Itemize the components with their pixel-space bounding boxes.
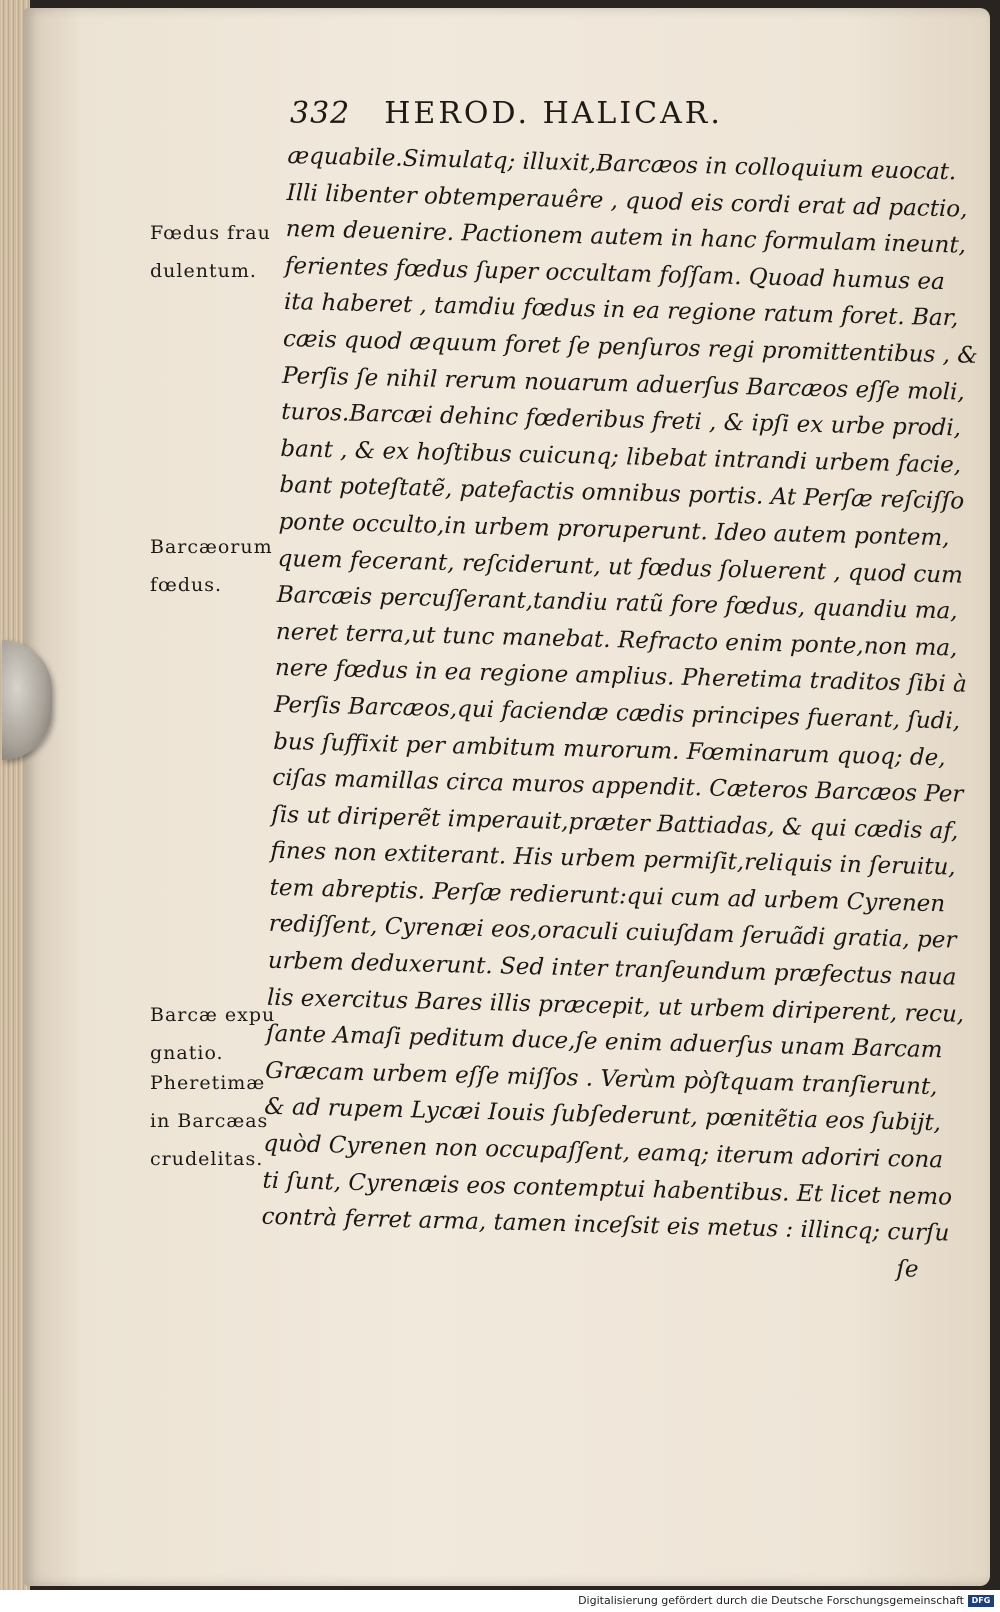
text-line: bus ſuffixit per ambitum murorum. Fœminarum quoq; de, bbox=[272, 728, 946, 771]
margin-note-foedus-fraudulentum bbox=[150, 214, 290, 290]
margin-note-barcae-expugnatio bbox=[150, 996, 290, 1072]
margin-note-line: dulentum. bbox=[150, 260, 257, 282]
text-line: tem abreptis. Perſæ redierunt:qui cum ad urbem Cyrenen bbox=[269, 874, 946, 918]
text-line: Græcam urbem eſſe miſſos . Verùm pòſtquam tranſierunt, bbox=[264, 1057, 938, 1100]
text-line: Perſis ſe nihil rerum nouarum aduerſus Barcæos eſſe moli, bbox=[281, 362, 966, 406]
funding-credit: Digitalisierung gefördert durch die Deutsche Forschungsgemeinschaft bbox=[578, 1594, 964, 1607]
text-line: Perſis Barcæos,qui faciendæ cædis principes fuerant, ſudi, bbox=[273, 691, 961, 735]
text-line: ſante Amaſi peditum duce,ſe enim aduerſus unam Barcam bbox=[265, 1020, 943, 1064]
margin-note-line: in Barcæas bbox=[150, 1110, 269, 1132]
text-line: ponte occulto,in urbem proruperunt. Ideo autem pontem, bbox=[278, 508, 950, 552]
text-line: quem fecerant, reſciderunt, ut fœdus ſoluerent , quod cum bbox=[277, 545, 964, 589]
margin-note-line: gnatio. bbox=[150, 1042, 224, 1064]
body-text bbox=[260, 138, 979, 1288]
margin-note-line: Fœdus frau bbox=[150, 222, 271, 244]
text-line: & ad rupem Lycæi Iouis ſubſederunt, pœnitẽtia eos ſubijt, bbox=[263, 1094, 942, 1137]
text-line: ſis ut diriperẽt imperauit,præter Battiadas, & qui cædis af, bbox=[271, 801, 959, 845]
text-line: rediſſent, Cyrenæi eos,oraculi cuiuſdam ſeruãdi gratia, per bbox=[268, 911, 957, 955]
text-line: Illi libenter obtemperauêre , quod eis cordi erat ad pactio, bbox=[286, 179, 968, 223]
margin-note-barcaeorum-foedus bbox=[150, 528, 290, 604]
text-line: neret terra,ut tunc manebat. Refracto enim ponte,non ma, bbox=[275, 618, 958, 662]
catchword: ſe bbox=[896, 1256, 919, 1283]
text-line: ferientes fœdus ſuper occultam foſſam. Quoad humus ea bbox=[284, 252, 946, 295]
text-line: turos.Barcæi dehinc fœderibus freti , & ipſi ex urbe prodi, bbox=[280, 399, 962, 442]
margin-note-line: fœdus. bbox=[150, 574, 223, 596]
text-line: quòd Cyrenen non occupaſſent, eamq; iterum adoriri cona bbox=[263, 1130, 944, 1174]
margin-note-line: crudelitas. bbox=[150, 1148, 264, 1170]
text-line: urbem deduxerunt. Sed inter tranſeundum præfectus naua bbox=[267, 947, 957, 991]
text-line: nem deuenire. Pactionem autem in hanc formulam ineunt, bbox=[285, 216, 967, 259]
text-line: Barcæis percuſſerant,tandiu ratũ fore fœdus, quandiu ma, bbox=[276, 581, 958, 625]
text-line: æquabile.Simulatq; illuxit,Barcæos in colloquium euocat. bbox=[287, 142, 957, 186]
text-line: bant , & ex hoſtibus cuicunq; libebat intrandi urbem facie, bbox=[280, 435, 962, 479]
text-line: ti ſunt, Cyrenæis eos contemptui habentibus. Et licet nemo bbox=[262, 1167, 953, 1211]
text-line: ita haberet , tamdiu fœdus in ea regione ratum foret. Bar, bbox=[283, 289, 959, 332]
running-title: HEROD. HALICAR. bbox=[384, 96, 723, 131]
margin-note-line: Barcæorum bbox=[150, 536, 273, 558]
text-line: bant poteſtatẽ, patefactis omnibus portis. At Perſæ reſciſſo bbox=[279, 472, 965, 515]
text-line: fines non extiterant. His urbem permiſit,reliquis in ſeruitu, bbox=[270, 838, 956, 881]
text-line: nere fœdus in ea regione amplius. Pheretima traditos ſibi à bbox=[274, 655, 968, 699]
margin-note-line: Pheretimæ bbox=[150, 1072, 266, 1094]
margin-note-line: Barcæ expu bbox=[150, 1004, 276, 1026]
margin-note-pheretimae-crudelitas bbox=[150, 1064, 290, 1178]
page-number: 332 bbox=[290, 96, 351, 131]
running-head bbox=[290, 96, 850, 136]
text-line: contrà ferret arma, tamen inceſsit eis metus : illincq; curſu bbox=[261, 1203, 950, 1247]
text-line: ciſas mamillas circa muros appendit. Cæteros Barcæos Per bbox=[272, 764, 964, 808]
dfg-logo: DFG bbox=[968, 1595, 994, 1607]
text-line: cæis quod æquum foret ſe penſuros regi promittentibus , & bbox=[282, 325, 979, 369]
footer-bar bbox=[0, 1590, 1000, 1612]
text-line: lis exercitus Bares illis præcepit, ut urbem diriperent, recu, bbox=[266, 984, 965, 1028]
